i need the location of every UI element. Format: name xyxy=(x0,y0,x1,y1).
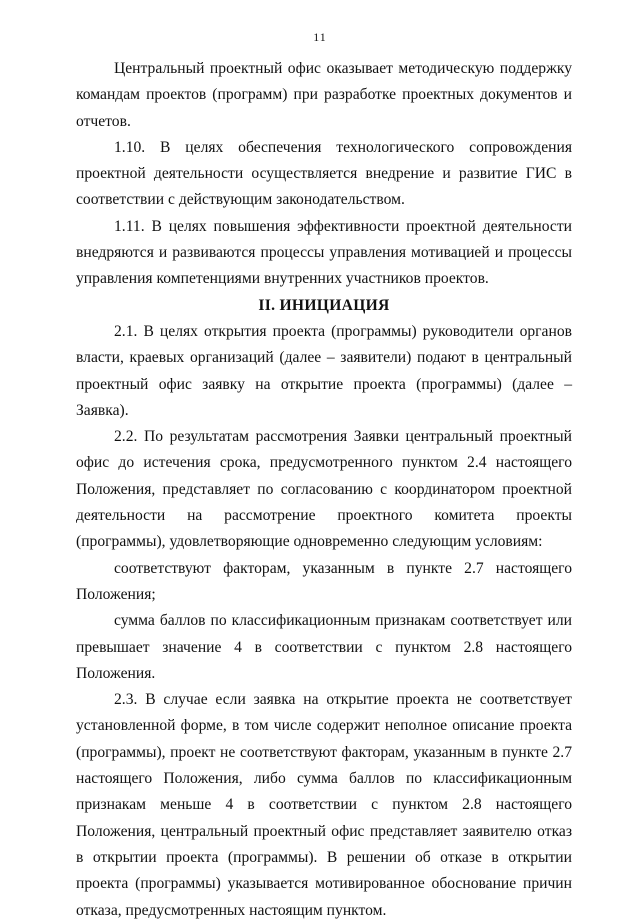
section-heading: II. ИНИЦИАЦИЯ xyxy=(258,296,390,314)
paragraph-1-11: 1.11. В целях повышения эффективности проектной деятельности внедряются и развиваются процессы управления мотивацией и процессы управления компетенциями внутренних участников проектов. xyxy=(76,217,572,288)
paragraph-1-10: 1.10. В целях обеспечения технологического сопровождения проектной деятельности осуществляется внедрение и развитие ГИС в соответствии с действующим законодательством. xyxy=(76,138,572,209)
document-body xyxy=(76,56,572,924)
paragraph-2-1: 2.1. В целях открытия проекта (программы) руководители органов власти, краевых организаций (далее – заявители) подают в центральный проектный офис заявку на открытие проекта (программы) (далее – Заявка). xyxy=(76,322,572,419)
paragraph-2-2: 2.2. По результатам рассмотрения Заявки центральный проектный офис до истечения срока, предусмотренного пунктом 2.4 настоящего Положения, представляет по согласованию с координатором проектной деятельности на рассмотрение проектного комитета проекты (программы), удовлетворяющие одновременно следующим условиям: xyxy=(76,428,572,551)
page-number: 11 xyxy=(313,30,327,44)
paragraph-intro: Центральный проектный офис оказывает методическую поддержку командам проектов (программ) при разработке проектных документов и отчетов. xyxy=(76,60,572,130)
paragraph-2-3: 2.3. В случае если заявка на открытие проекта не соответствует установленной форме, в том числе содержит неполное описание проекта (программы), проект не соответствуют факторам, указанным в пункте 2.7 настоящего Положения, либо сумма баллов по классификационным признакам меньше 4 в соответствии с пунктом 2.8 настоящего Положения, центральный проектный офис представляет заявителю отказ в открытии проекта (программы). В решении об отказе в открытии проекта (программы) указывается мотивированное обоснование причин отказа, предусмотренных настоящим пунктом. xyxy=(76,691,572,919)
paragraph-condition-1: соответствуют факторам, указанным в пункте 2.7 настоящего Положения; xyxy=(76,559,572,603)
paragraph-condition-2: сумма баллов по классификационным признакам соответствует или превышает значение 4 в соответствии с пунктом 2.8 настоящего Положения. xyxy=(76,612,572,682)
